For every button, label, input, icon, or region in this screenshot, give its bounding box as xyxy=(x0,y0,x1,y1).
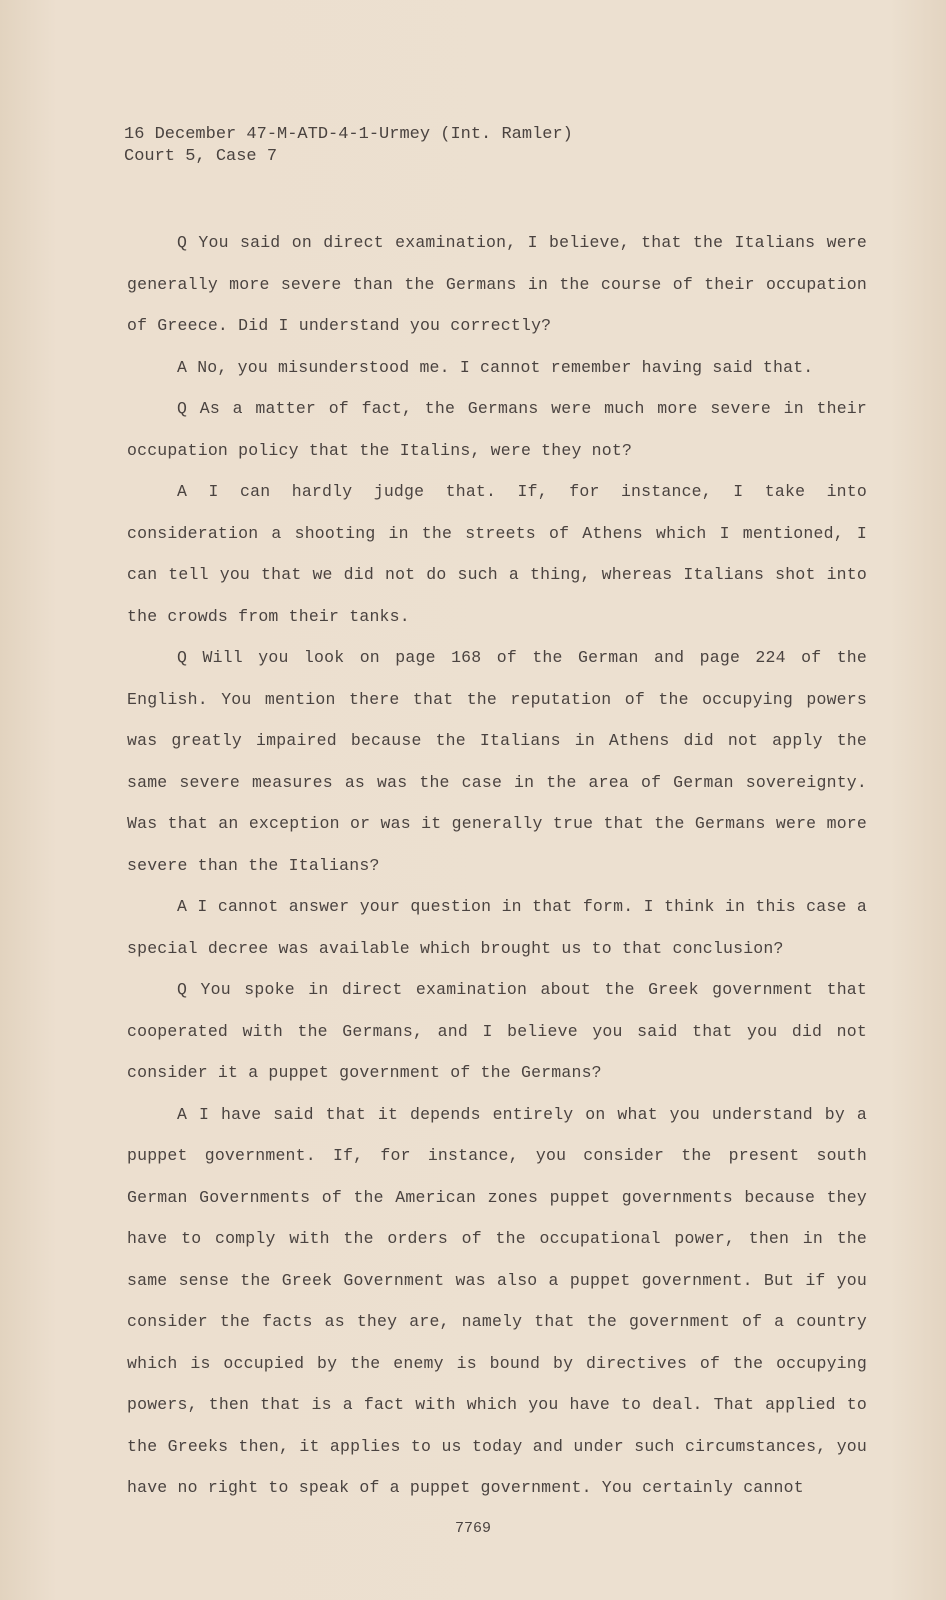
transcript-paragraph: Q You spoke in direct examination about the Greek government that cooperated with the Germans, and I believe you said that you did not consider it a puppet government of the Germans? xyxy=(127,980,867,1082)
transcript-paragraph: A I have said that it depends entirely on what you understand by a puppet government. If, for instance, you consider the present south German Governments of the American zones puppet governments because they have to comply with the orders of the occupational power, then in the same sense the Greek Government was also a puppet government. But if you consider the facts as they are, namely that the government of a country which is occupied by the enemy is bound by directives of the occupying powers, then that is a fact with which you have to deal. That applied to the Greeks then, it applies to us today and under such circumstances, you have no right to speak of a puppet government. You certainly cannot xyxy=(127,1104,867,1497)
transcript-paragraph: Q Will you look on page 168 of the German and page 224 of the English. You mention there that the reputation of the occupying powers was greatly impaired because the Italians in Athens did not apply the same severe measures as was the case in the area of German sovereignty. Was that an exception or was it generally true that the Germans were more severe than the Italians? xyxy=(127,648,867,875)
transcript-paragraph: Q You said on direct examination, I believe, that the Italians were generally more severe than the Germans in the course of their occupation of Greece. Did I understand you correctly? xyxy=(127,233,867,335)
transcript-paragraph: A No, you misunderstood me. I cannot remember having said that. xyxy=(177,357,814,377)
header-line-date-reference: 16 December 47-M-ATD-4-1-Urmey (Int. Ramler) xyxy=(124,125,573,144)
transcript-paragraph: Q As a matter of fact, the Germans were much more severe in their occupation policy that the Italins, were they not? xyxy=(127,399,867,460)
transcript-paragraph: A I can hardly judge that. If, for instance, I take into consideration a shooting in the streets of Athens which I mentioned, I can tell you that we did not do such a thing, whereas Italians shot into the crowds from their tanks. xyxy=(127,482,867,626)
header-line-court-case: Court 5, Case 7 xyxy=(124,147,278,166)
page-number: 7769 xyxy=(454,1520,491,1537)
document-header xyxy=(124,124,573,168)
transcript-body xyxy=(127,222,867,1509)
transcript-paragraph: A I cannot answer your question in that form. I think in this case a special decree was available which brought us to that conclusion? xyxy=(127,897,867,958)
